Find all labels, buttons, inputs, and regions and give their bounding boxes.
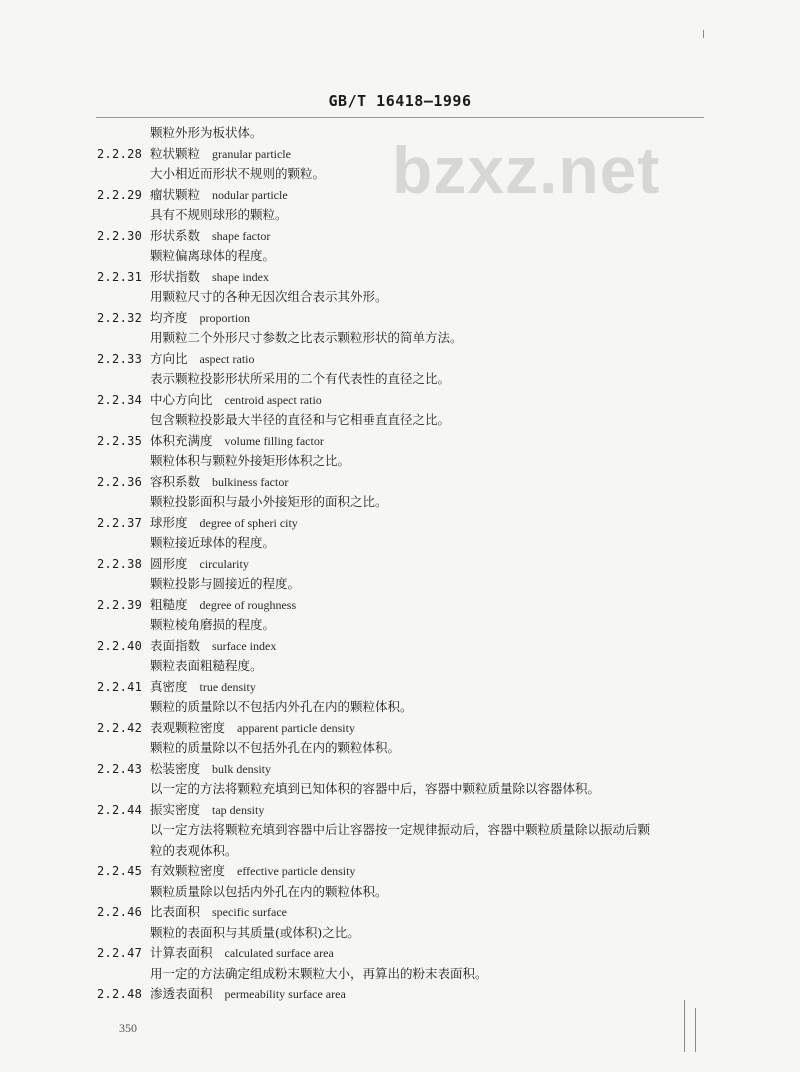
term-definition-line: 颗粒投影与圆接近的程度。 [150, 576, 301, 591]
term-chinese: 形状系数 [150, 227, 201, 243]
entries-container [0, 144, 800, 1005]
term-names [150, 800, 264, 821]
term-chinese: 形状指数 [150, 268, 201, 284]
term-number: 2.2.30 [97, 228, 143, 243]
term-chinese: 中心方向比 [150, 391, 213, 407]
term-chinese: 松装密度 [150, 760, 201, 776]
term-number: 2.2.36 [97, 474, 143, 489]
term-english: degree of roughness [199, 597, 297, 612]
term-definition-line: 颗粒棱角磨损的程度。 [150, 617, 276, 632]
term-entry-heading [0, 759, 800, 780]
term-definition-line: 颗粒偏离球体的程度。 [150, 248, 276, 263]
term-number: 2.2.33 [97, 351, 143, 366]
term-names [150, 759, 271, 780]
term-definition-line: 颗粒的表面积与其质量(或体积)之比。 [150, 924, 360, 940]
term-number: 2.2.35 [97, 433, 143, 448]
term-chinese: 方向比 [150, 350, 188, 366]
term-definition-line: 以一定的方法将颗粒充填到已知体积的容器中后，容器中颗粒质量除以容器体积。 [150, 781, 601, 796]
term-english: apparent particle density [237, 720, 355, 735]
term-english: specific surface [212, 905, 287, 919]
term-english: tap density [212, 802, 265, 817]
term-definition-line: 用颗粒尺寸的各种无因次组合表示其外形。 [150, 289, 388, 304]
term-names [150, 943, 334, 964]
term-english: shape factor [212, 228, 271, 243]
term-names [150, 513, 298, 534]
term-definition-line: 粒的表观体积。 [150, 842, 238, 858]
term-definition-line: 颗粒的质量除以不包括内外孔在内的颗粒体积。 [150, 699, 413, 714]
term-entry-heading [0, 349, 800, 370]
term-names [150, 390, 322, 411]
term-definition-line: 颗粒的质量除以不包括外孔在内的颗粒体积。 [150, 740, 401, 755]
term-names [150, 554, 249, 575]
term-english: surface index [212, 638, 277, 653]
term-entry-heading [0, 800, 800, 821]
term-number: 2.2.31 [97, 269, 143, 284]
term-chinese: 瘤状颗粒 [150, 186, 201, 202]
term-chinese: 比表面积 [150, 904, 201, 919]
term-definition-line: 用颗粒二个外形尺寸参数之比表示颗粒形状的简单方法。 [150, 330, 463, 345]
term-english: volume filling factor [224, 433, 324, 448]
term-number: 2.2.41 [97, 679, 143, 694]
term-entry-heading [0, 308, 800, 329]
term-entry-heading [0, 267, 800, 288]
term-english: nodular particle [212, 187, 288, 202]
term-entry-heading [0, 677, 800, 698]
term-entry-heading [0, 185, 800, 206]
terms-list [0, 123, 800, 1005]
term-entry-heading [0, 554, 800, 575]
term-entry-heading [0, 431, 800, 452]
term-definition-line: 包含颗粒投影最大半径的直径和与它相垂直直径之比。 [150, 412, 451, 427]
term-definition-line: 颗粒体积与颗粒外接矩形体积之比。 [150, 453, 351, 468]
term-english: aspect ratio [199, 351, 255, 366]
scan-edge-mark [684, 1000, 685, 1052]
term-chinese: 真密度 [150, 678, 188, 694]
term-names [150, 472, 288, 493]
term-number: 2.2.42 [97, 720, 143, 735]
term-chinese: 表观颗粒密度 [150, 719, 226, 735]
term-number: 2.2.48 [97, 987, 143, 1001]
term-entry-heading [0, 513, 800, 534]
term-english: bulkiness factor [212, 474, 289, 489]
term-chinese: 粒状颗粒 [150, 145, 201, 161]
term-entry-heading [0, 943, 800, 964]
term-english: circularity [199, 556, 249, 571]
term-definition-line: 颗粒表面粗糙程度。 [150, 658, 263, 673]
term-names [150, 595, 296, 616]
term-chinese: 圆形度 [150, 555, 188, 571]
term-names [150, 185, 288, 206]
term-chinese: 表面指数 [150, 637, 201, 653]
term-definition-line: 用一定的方法确定组成粉末颗粒大小，再算出的粉末表面积。 [150, 965, 488, 981]
term-entry-heading [0, 226, 800, 247]
term-english: centroid aspect ratio [224, 392, 322, 407]
term-number: 2.2.39 [97, 597, 143, 612]
term-names [150, 636, 276, 657]
term-chinese: 粗糙度 [150, 596, 188, 612]
term-entry-heading [0, 902, 800, 923]
term-definition-line: 大小相近而形状不规则的颗粒。 [150, 166, 326, 181]
term-number: 2.2.34 [97, 392, 143, 407]
term-names [150, 308, 250, 329]
term-names [150, 267, 269, 288]
page-number: 350 [119, 1021, 137, 1035]
term-entry-heading [0, 472, 800, 493]
term-names [150, 718, 355, 739]
term-names [150, 677, 256, 698]
term-entry-heading [0, 636, 800, 657]
term-chinese: 振实密度 [150, 801, 201, 817]
term-entry-heading [0, 390, 800, 411]
term-english: true density [199, 679, 256, 694]
term-english: degree of spheri city [199, 515, 298, 530]
term-number: 2.2.43 [97, 761, 143, 776]
term-entry-heading [0, 144, 800, 165]
intro-definition-line: 颗粒外形为板状体。 [150, 125, 263, 140]
term-number: 2.2.29 [97, 187, 143, 202]
term-english: effective particle density [237, 864, 356, 878]
term-definition-line: 颗粒质量除以包括内外孔在内的颗粒体积。 [150, 883, 388, 899]
term-names [150, 431, 324, 452]
term-names [150, 144, 291, 165]
term-definition-line: 颗粒接近球体的程度。 [150, 535, 276, 550]
term-entry-heading [0, 595, 800, 616]
term-names [150, 984, 346, 1005]
page-header-standard-code: GB/T 16418—1996 [328, 92, 472, 110]
term-chinese: 球形度 [150, 514, 188, 530]
term-entry-heading [0, 861, 800, 882]
scan-edge-mark [695, 1008, 696, 1052]
term-number: 2.2.28 [97, 146, 143, 161]
term-number: 2.2.37 [97, 515, 143, 530]
term-names [150, 902, 287, 923]
term-english: calculated surface area [224, 946, 334, 960]
term-english: bulk density [212, 761, 272, 776]
term-chinese: 渗透表面积 [150, 986, 213, 1001]
watermark: bzxz.net [392, 133, 661, 207]
term-entry-heading [0, 984, 800, 1005]
term-entry-heading [0, 718, 800, 739]
term-english: granular particle [212, 146, 291, 161]
header-divider [96, 117, 704, 118]
term-number: 2.2.45 [97, 864, 143, 878]
term-chinese: 计算表面积 [150, 945, 213, 960]
term-number: 2.2.47 [97, 946, 143, 960]
term-definition-line: 表示颗粒投影形状所采用的二个有代表性的直径之比。 [150, 371, 451, 386]
term-chinese: 有效颗粒密度 [150, 863, 226, 878]
term-definition-line: 具有不规则球形的颗粒。 [150, 207, 288, 222]
term-chinese: 容积系数 [150, 473, 201, 489]
term-number: 2.2.32 [97, 310, 143, 325]
term-english: shape index [212, 269, 269, 284]
term-number: 2.2.40 [97, 638, 143, 653]
term-names [150, 226, 270, 247]
term-chinese: 均齐度 [150, 309, 188, 325]
term-definition-line: 以一定方法将颗粒充填到容器中后让容器按一定规律振动后，容器中颗粒质量除以振动后颗 [150, 822, 651, 837]
term-definition-line: 颗粒投影面积与最小外接矩形的面积之比。 [150, 494, 388, 509]
term-names [150, 861, 355, 882]
term-chinese: 体积充满度 [150, 432, 213, 448]
term-number: 2.2.44 [97, 802, 143, 817]
term-names [150, 349, 255, 370]
term-english: permeability surface area [224, 987, 346, 1001]
term-number: 2.2.38 [97, 556, 143, 571]
term-english: proportion [199, 310, 251, 325]
scan-edge-mark [703, 30, 704, 38]
term-number: 2.2.46 [97, 905, 143, 919]
